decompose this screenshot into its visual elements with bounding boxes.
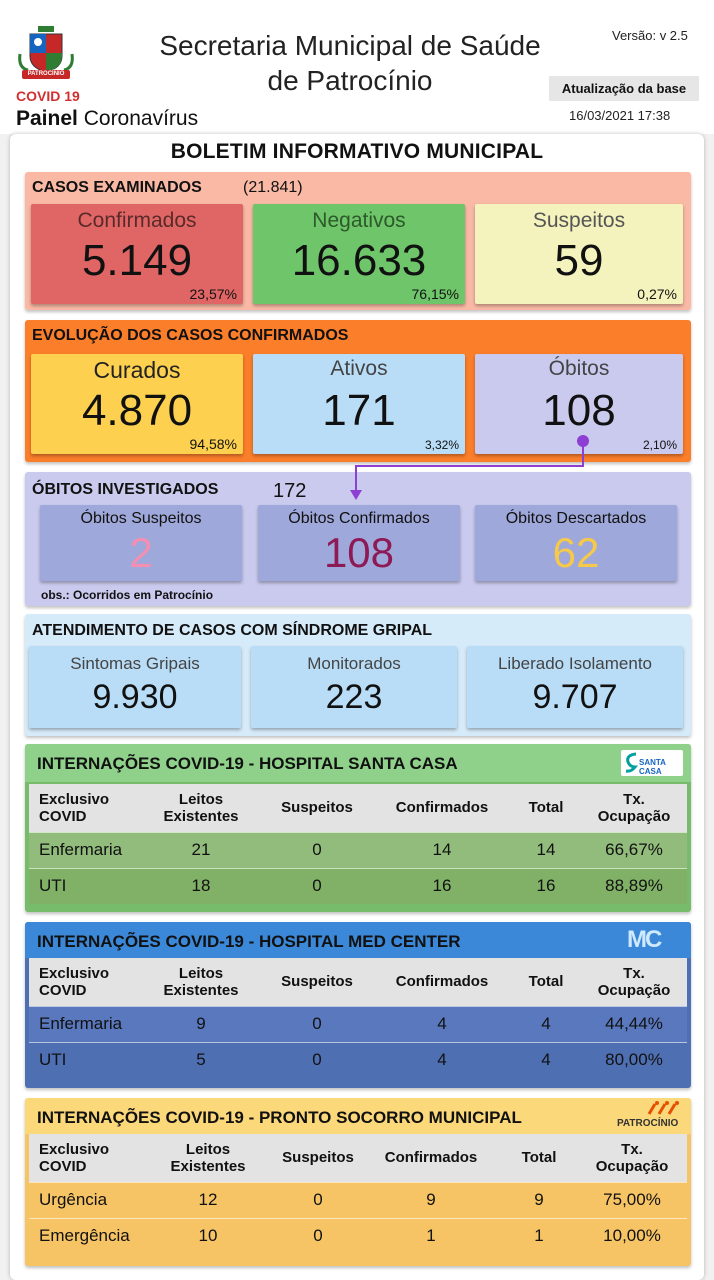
table-row xyxy=(29,832,687,868)
med-center-logo-text: MC xyxy=(627,926,661,953)
curados-value: 4.870 xyxy=(81,386,193,435)
negativos-label: Negativos xyxy=(312,209,406,232)
ativos-label: Ativos xyxy=(330,357,388,380)
obitos-investigados-total: 172 xyxy=(273,480,307,502)
ativos-pct: 3,32% xyxy=(424,438,459,452)
table-row xyxy=(29,868,687,904)
sintomas-gripais-label: Sintomas Gripais xyxy=(70,654,200,673)
ativos-box xyxy=(253,354,465,454)
bulletin-title: BOLETIM INFORMATIVO MUNICIPAL xyxy=(170,140,544,163)
version-label: Versão: v 2.5 xyxy=(612,28,688,43)
row-suspeitos: 0 xyxy=(261,868,373,904)
header-bar xyxy=(0,0,714,134)
obitos-suspeitos-box xyxy=(40,505,242,581)
row-confirmados: 4 xyxy=(373,1006,511,1042)
ativos-value: 171 xyxy=(322,386,396,435)
row-name: Urgência xyxy=(29,1182,141,1218)
evolucao-title: EVOLUÇÃO DOS CASOS CONFIRMADOS xyxy=(32,327,349,344)
row-name: UTI xyxy=(29,1042,141,1078)
med-center-section xyxy=(25,922,691,1088)
pronto-socorro-section xyxy=(25,1098,691,1266)
col-leitos-existentes: Leitos Existentes xyxy=(170,1140,246,1175)
confirmados-value: 5.149 xyxy=(81,236,193,285)
santa-casa-table-header xyxy=(29,784,687,832)
suspeitos-box xyxy=(475,204,683,304)
row-tx: 75,00% xyxy=(577,1182,687,1218)
santa-casa-table xyxy=(29,784,687,904)
row-suspeitos: 0 xyxy=(261,1006,373,1042)
sindrome-gripal-section xyxy=(25,614,691,736)
obitos-descartados-box xyxy=(475,505,677,581)
negativos-pct: 76,15% xyxy=(411,286,459,302)
row-confirmados: 14 xyxy=(373,832,511,868)
suspeitos-value: 59 xyxy=(554,236,604,285)
curados-label: Curados xyxy=(93,357,181,383)
santa-casa-logo-text: SANTA CASA xyxy=(639,758,666,776)
row-confirmados: 1 xyxy=(361,1218,501,1254)
col-suspeitos: Suspeitos xyxy=(282,1149,354,1167)
row-confirmados: 4 xyxy=(373,1042,511,1078)
pronto-socorro-logo xyxy=(617,1100,687,1132)
monitorados-value: 223 xyxy=(325,678,383,716)
row-leitos: 10 xyxy=(141,1218,275,1254)
obitos-confirmados-box xyxy=(258,505,460,581)
row-leitos: 21 xyxy=(141,832,261,868)
med-center-title: INTERNAÇÕES COVID-19 - HOSPITAL MED CENTER xyxy=(37,932,461,951)
pronto-socorro-logo-text: PATROCÍNIO xyxy=(617,1118,679,1129)
curados-box xyxy=(31,354,243,454)
row-tx: 66,67% xyxy=(581,832,687,868)
panel-subtitle-rest: Coronavírus xyxy=(83,107,199,130)
row-suspeitos: 0 xyxy=(261,1042,373,1078)
row-leitos: 9 xyxy=(141,1006,261,1042)
panel-subtitle xyxy=(16,107,198,131)
santa-casa-title: INTERNAÇÕES COVID-19 - HOSPITAL SANTA CASA xyxy=(37,754,458,773)
obitos-suspeitos-label: Óbitos Suspeitos xyxy=(80,510,202,527)
sindrome-gripal-title: ATENDIMENTO DE CASOS COM SÍNDROME GRIPAL xyxy=(32,622,433,639)
row-name: Enfermaria xyxy=(29,832,141,868)
row-tx: 88,89% xyxy=(581,868,687,904)
suspeitos-label: Suspeitos xyxy=(532,209,626,232)
pronto-socorro-table-header xyxy=(29,1134,687,1182)
col-tx-ocupacao: Tx. Ocupação xyxy=(597,964,671,999)
evolucao-section xyxy=(25,320,691,462)
liberado-isolamento-value: 9.707 xyxy=(532,678,618,716)
row-name: UTI xyxy=(29,868,141,904)
row-suspeitos: 0 xyxy=(275,1218,361,1254)
obitos-descartados-label: Óbitos Descartados xyxy=(505,510,647,527)
row-name: Emergência xyxy=(29,1218,141,1254)
negativos-value: 16.633 xyxy=(291,236,427,285)
obitos-confirmados-label: Óbitos Confirmados xyxy=(288,510,430,527)
row-total: 4 xyxy=(511,1006,581,1042)
row-confirmados: 9 xyxy=(361,1182,501,1218)
col-leitos-existentes: Leitos Existentes xyxy=(163,964,239,999)
col-total: Total xyxy=(521,1149,557,1167)
casos-examinados-section xyxy=(25,172,691,310)
liberado-isolamento-box xyxy=(467,646,683,728)
col-tx-ocupacao: Tx. Ocupação xyxy=(597,790,671,825)
liberado-isolamento-label: Liberado Isolamento xyxy=(497,654,653,673)
obitos-label: Óbitos xyxy=(548,357,610,380)
col-exclusivo-covid: Exclusivo COVID xyxy=(39,1140,110,1175)
col-suspeitos: Suspeitos xyxy=(281,973,353,991)
monitorados-box xyxy=(251,646,457,728)
obitos-pct: 2,10% xyxy=(642,438,677,452)
santa-casa-logo xyxy=(621,750,683,776)
page-title-line1: Secretaria Municipal de Saúde xyxy=(159,30,541,61)
pronto-socorro-title: INTERNAÇÕES COVID-19 - PRONTO SOCORRO MUNICIPAL xyxy=(37,1108,522,1127)
monitorados-label: Monitorados xyxy=(307,654,401,673)
negativos-box xyxy=(253,204,465,304)
row-suspeitos: 0 xyxy=(261,832,373,868)
curados-pct: 94,58% xyxy=(189,436,237,452)
table-row xyxy=(29,1218,687,1254)
row-total: 1 xyxy=(501,1218,577,1254)
confirmados-pct: 23,57% xyxy=(189,286,237,302)
table-row xyxy=(29,1182,687,1218)
obitos-suspeitos-value: 2 xyxy=(129,529,153,576)
row-tx: 44,44% xyxy=(581,1006,687,1042)
col-total: Total xyxy=(528,799,564,817)
row-leitos: 18 xyxy=(141,868,261,904)
col-confirmados: Confirmados xyxy=(384,1149,478,1167)
row-total: 4 xyxy=(511,1042,581,1078)
casos-examinados-total: (21.841) xyxy=(243,179,303,196)
col-leitos-existentes: Leitos Existentes xyxy=(163,790,239,825)
panel-subtitle-bold: Painel xyxy=(16,107,78,130)
obitos-confirmados-value: 108 xyxy=(323,529,395,576)
row-leitos: 5 xyxy=(141,1042,261,1078)
col-tx-ocupacao: Tx. Ocupação xyxy=(595,1140,669,1175)
col-exclusivo-covid: Exclusivo COVID xyxy=(39,964,110,999)
page-title xyxy=(140,28,560,98)
confirmados-box xyxy=(31,204,243,304)
obitos-obs-note: obs.: Ocorridos em Patrocínio xyxy=(41,588,214,602)
col-total: Total xyxy=(528,973,564,991)
update-datetime: 16/03/2021 17:38 xyxy=(569,108,671,123)
obitos-investigados-section xyxy=(25,472,691,606)
table-row xyxy=(29,1006,687,1042)
pronto-socorro-table xyxy=(29,1134,687,1254)
med-center-table xyxy=(29,958,687,1078)
row-leitos: 12 xyxy=(141,1182,275,1218)
obitos-investigados-title: ÓBITOS INVESTIGADOS xyxy=(32,481,219,498)
covid-label: COVID 19 xyxy=(16,88,80,104)
col-exclusivo-covid: Exclusivo COVID xyxy=(39,790,110,825)
obitos-descartados-value: 62 xyxy=(552,529,600,576)
sintomas-gripais-value: 9.930 xyxy=(92,678,178,716)
med-center-logo xyxy=(625,926,679,954)
sintomas-gripais-box xyxy=(29,646,241,728)
city-coat-of-arms-logo xyxy=(16,26,76,84)
obitos-value: 108 xyxy=(542,386,616,435)
col-confirmados: Confirmados xyxy=(395,973,489,991)
row-confirmados: 16 xyxy=(373,868,511,904)
update-label: Atualização da base xyxy=(549,76,699,101)
row-total: 9 xyxy=(501,1182,577,1218)
row-total: 14 xyxy=(511,832,581,868)
col-confirmados: Confirmados xyxy=(395,799,489,817)
row-name: Enfermaria xyxy=(29,1006,141,1042)
row-suspeitos: 0 xyxy=(275,1182,361,1218)
confirmados-label: Confirmados xyxy=(77,209,197,232)
page-title-line2: de Patrocínio xyxy=(267,65,433,96)
suspeitos-pct: 0,27% xyxy=(637,286,677,302)
row-total: 16 xyxy=(511,868,581,904)
row-tx: 10,00% xyxy=(577,1218,687,1254)
table-row xyxy=(29,1042,687,1078)
row-tx: 80,00% xyxy=(581,1042,687,1078)
col-suspeitos: Suspeitos xyxy=(281,799,353,817)
casos-examinados-title: CASOS EXAMINADOS xyxy=(32,179,202,196)
santa-casa-section xyxy=(25,744,691,912)
logo-text: PATROCÍNIO xyxy=(27,71,65,77)
med-center-table-header xyxy=(29,958,687,1006)
obitos-box xyxy=(475,354,683,454)
